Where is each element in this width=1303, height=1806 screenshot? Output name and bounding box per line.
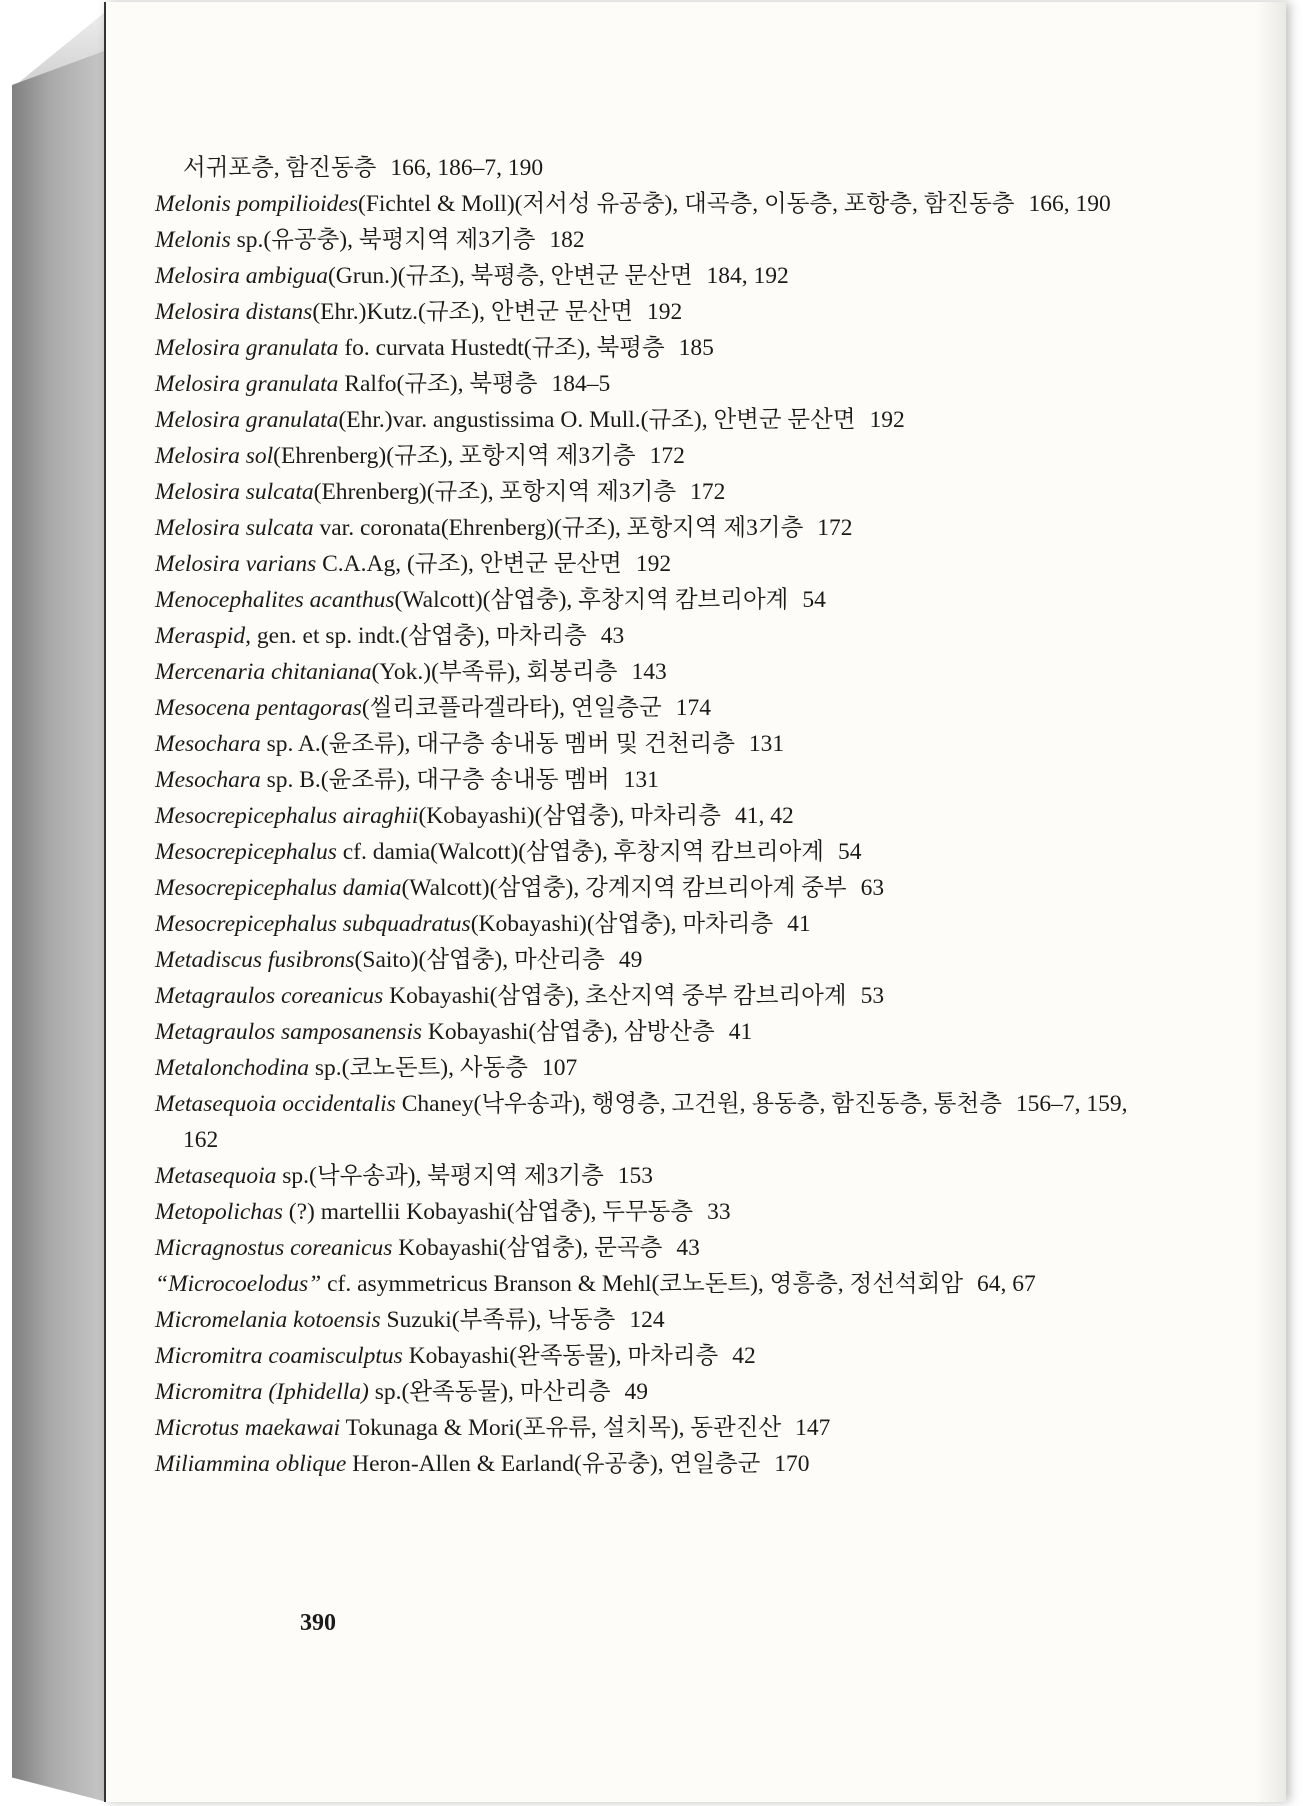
- entry-description: Kobayashi(삼엽충), 문곡층: [392, 1235, 663, 1261]
- index-entry: [155, 474, 1155, 510]
- entry-description: (Ehrenberg)(규조), 포항지역 제3기층: [313, 479, 677, 505]
- index-entry: [155, 1014, 1155, 1050]
- species-name: Mesocrepicephalus airaghii: [155, 803, 419, 829]
- species-name: Melosira granulata: [155, 335, 339, 361]
- entry-page-refs: 166, 190: [1028, 191, 1111, 217]
- entry-page-refs: 192: [869, 407, 905, 433]
- entry-page-refs: 33: [707, 1199, 731, 1225]
- entry-page-refs: 42: [732, 1343, 756, 1369]
- entry-page-refs: 192: [635, 551, 672, 577]
- species-name: Melosira granulata: [155, 371, 339, 397]
- entry-page-refs: 49: [618, 947, 643, 973]
- entry-description: gen. et sp. indt.(삼엽충), 마차리층: [250, 623, 587, 649]
- species-name: Metagraulos coreanicus: [155, 983, 384, 1009]
- index-entry: [155, 618, 1155, 654]
- species-name: Melonis pompilioides: [155, 191, 358, 217]
- index-entry: [155, 1302, 1155, 1338]
- species-name: Meraspid,: [155, 623, 251, 649]
- index-entry: [155, 222, 1155, 258]
- index-entry: [155, 330, 1155, 366]
- entry-description: Kobayashi(삼엽충), 삼방산층: [422, 1019, 715, 1045]
- entry-page-refs: 153: [617, 1163, 654, 1189]
- index-entry: [155, 438, 1155, 474]
- entry-description: sp.(완족동물), 마산리층: [368, 1379, 611, 1405]
- entry-page-refs: 182: [549, 227, 585, 253]
- species-name: Mesocrepicephalus: [155, 839, 337, 865]
- entry-page-refs: 53: [860, 983, 885, 1009]
- species-name: Micromitra (Iphidella): [155, 1379, 369, 1405]
- entry-description: sp.(낙우송과), 북평지역 제3기층: [276, 1163, 604, 1189]
- species-name: Micragnostus coreanicus: [155, 1235, 393, 1261]
- species-name: Melosira sol: [155, 443, 274, 469]
- species-name: Mesocrepicephalus damia: [155, 875, 402, 901]
- index-entry: [155, 978, 1155, 1014]
- species-name: Metasequoia occidentalis: [155, 1091, 396, 1117]
- entry-description: 서귀포층, 함진동층: [183, 155, 377, 181]
- entry-description: Kobayashi(완족동물), 마차리층: [402, 1343, 719, 1369]
- entry-description: (?) martellii Kobayashi(삼엽충), 두무동층: [282, 1199, 694, 1225]
- entry-description: (Grun.)(규조), 북평층, 안변군 문산면: [327, 263, 693, 289]
- species-name: Micromelania kotoensis: [155, 1307, 381, 1333]
- index-entry: [155, 1338, 1155, 1374]
- entry-page-refs: 41: [728, 1019, 753, 1045]
- index-entry: [155, 834, 1155, 870]
- entry-page-refs: 172: [649, 443, 685, 469]
- index-entry: [155, 294, 1155, 330]
- entry-page-refs: 174: [675, 695, 711, 721]
- entry-page-refs: 172: [817, 515, 853, 541]
- entry-page-refs: 143: [631, 659, 667, 685]
- index-entry: [155, 906, 1155, 942]
- entry-description: Tokunaga & Mori(포유류, 설치목), 동관진산: [340, 1415, 782, 1441]
- entry-page-refs: 41: [787, 911, 811, 937]
- species-name: Mesocena pentagoras: [155, 695, 362, 721]
- species-name: Melosira sulcata: [155, 515, 314, 541]
- entry-description: Chaney(낙우송과), 행영층, 고건원, 용동층, 함진동층, 통천층: [395, 1091, 1002, 1117]
- index-entry: [155, 1446, 1155, 1482]
- entry-page-refs: 124: [629, 1307, 665, 1333]
- entry-description: sp. B.(윤조류), 대구층 송내동 멤버: [260, 767, 610, 793]
- index-entry: [155, 546, 1155, 582]
- entry-description: (Walcott)(삼엽충), 후창지역 캄브리아계: [394, 587, 789, 613]
- species-name: Melosira granulata: [155, 407, 339, 433]
- book-spine: [12, 50, 107, 1802]
- entry-page-refs: 172: [690, 479, 726, 505]
- species-name: Mesochara: [155, 767, 261, 793]
- species-name: Mesocrepicephalus subquadratus: [155, 911, 471, 937]
- index-entry: [155, 258, 1155, 294]
- index-entry: [155, 1158, 1155, 1194]
- entry-page-refs: 131: [623, 767, 659, 793]
- species-name: Menocephalites acanthus: [155, 587, 395, 613]
- index-entry: [155, 942, 1155, 978]
- species-name: Microtus maekawai: [155, 1415, 341, 1441]
- entry-page-refs: 184, 192: [706, 263, 789, 289]
- entry-page-refs: 131: [748, 731, 785, 757]
- index-entry: [155, 186, 1155, 222]
- entry-page-refs: 147: [795, 1415, 831, 1441]
- entry-description: (Ehrenberg)(규조), 포항지역 제3기층: [273, 443, 636, 469]
- index-entry: [155, 582, 1155, 618]
- entry-description: C.A.Ag, (규조), 안변군 문산면: [316, 551, 622, 577]
- index-entry: [155, 150, 1155, 186]
- entry-page-refs: 41, 42: [734, 803, 794, 829]
- entry-description: Suzuki(부족류), 낙동층: [380, 1307, 616, 1333]
- index-entry: [155, 402, 1155, 438]
- index-entry: [155, 690, 1155, 726]
- entry-description: (Kobayashi)(삼엽충), 마차리층: [418, 803, 721, 829]
- entry-page-refs: 54: [838, 839, 862, 865]
- species-name: Melosira sulcata: [155, 479, 314, 505]
- entry-description: cf. asymmetricus Branson & Mehl(코노돈트), 영흥층, 정선석회암: [321, 1271, 964, 1297]
- species-name: Miliammina oblique: [155, 1451, 347, 1477]
- species-name: Micromitra coamisculptus: [155, 1343, 403, 1369]
- index-entry-list: [155, 150, 1155, 1482]
- species-name: Metopolichas: [155, 1199, 283, 1225]
- entry-description: fo. curvata Hustedt(규조), 북평층: [338, 335, 665, 361]
- index-entry: [155, 1050, 1155, 1086]
- entry-page-refs: 49: [624, 1379, 649, 1405]
- entry-description: (Saito)(삼엽충), 마산리층: [354, 947, 605, 973]
- index-entry: [155, 1194, 1155, 1230]
- entry-description: (Yok.)(부족류), 회봉리층: [371, 659, 618, 685]
- index-entry: [155, 762, 1155, 798]
- entry-page-refs: 63: [860, 875, 885, 901]
- index-entry: [155, 1266, 1155, 1302]
- page-shadow: [1256, 2, 1286, 1802]
- species-name: Mesochara: [155, 731, 261, 757]
- entry-description: sp. A.(윤조류), 대구층 송내동 멤버 및 건천리층: [260, 731, 735, 757]
- entry-page-refs: 54: [802, 587, 826, 613]
- index-entry: [155, 654, 1155, 690]
- species-name: Melosira distans: [155, 299, 313, 325]
- entry-description: (씰리코플라겔라타), 연일층군: [361, 695, 662, 721]
- index-entry: [155, 870, 1155, 906]
- species-name: Metadiscus fusibrons: [155, 947, 355, 973]
- entry-description: (Walcott)(삼엽충), 강계지역 캄브리아계 중부: [401, 875, 847, 901]
- species-name: Metagraulos samposanensis: [155, 1019, 422, 1045]
- entry-page-refs: 43: [676, 1235, 700, 1261]
- entry-description: sp.(유공충), 북평지역 제3기층: [230, 227, 536, 253]
- entry-description: var. coronata(Ehrenberg)(규조), 포항지역 제3기층: [313, 515, 804, 541]
- entry-page-refs: 185: [678, 335, 714, 361]
- entry-page-refs: 107: [542, 1055, 578, 1081]
- species-name: “Microcoelodus”: [155, 1271, 322, 1297]
- entry-page-refs: 184–5: [551, 371, 611, 397]
- species-name: Melosira ambigua: [155, 263, 328, 289]
- page-number: 390: [300, 1610, 336, 1636]
- entry-description: (Ehr.)Kutz.(규조), 안변군 문산면: [312, 299, 633, 325]
- index-entry: [155, 1086, 1155, 1158]
- species-name: Melonis: [155, 227, 231, 253]
- index-entry: [155, 1410, 1155, 1446]
- species-name: Mercenaria chitaniana: [155, 659, 372, 685]
- entry-page-refs: 156–7, 159, 162: [183, 1091, 1128, 1153]
- entry-description: (Fichtel & Moll)(저서성 유공충), 대곡층, 이동층, 포항층, 함진동층: [358, 191, 1015, 217]
- index-entry: [155, 510, 1155, 546]
- entry-page-refs: 64, 67: [977, 1271, 1036, 1297]
- entry-page-refs: 170: [774, 1451, 810, 1477]
- entry-description: Kobayashi(삼엽충), 초산지역 중부 캄브리아계: [383, 983, 847, 1009]
- entry-description: cf. damia(Walcott)(삼엽충), 후창지역 캄브리아계: [336, 839, 824, 865]
- entry-description: Ralfo(규조), 북평층: [338, 371, 538, 397]
- index-entry: [155, 366, 1155, 402]
- entry-description: (Ehr.)var. angustissima O. Mull.(규조), 안변군 문산면: [338, 407, 856, 433]
- index-entry: [155, 1230, 1155, 1266]
- species-name: Melosira varians: [155, 551, 317, 577]
- species-name: Metalonchodina: [155, 1055, 310, 1081]
- entry-page-refs: 166, 186–7, 190: [390, 155, 544, 181]
- entry-page-refs: 192: [646, 299, 683, 325]
- index-entry: [155, 798, 1155, 834]
- entry-description: Heron-Allen & Earland(유공충), 연일층군: [346, 1451, 761, 1477]
- index-entry: [155, 726, 1155, 762]
- entry-page-refs: 43: [600, 623, 625, 649]
- index-entry: [155, 1374, 1155, 1410]
- species-name: Metasequoia: [155, 1163, 277, 1189]
- entry-description: (Kobayashi)(삼엽충), 마차리층: [470, 911, 774, 937]
- entry-description: sp.(코노돈트), 사동층: [309, 1055, 528, 1081]
